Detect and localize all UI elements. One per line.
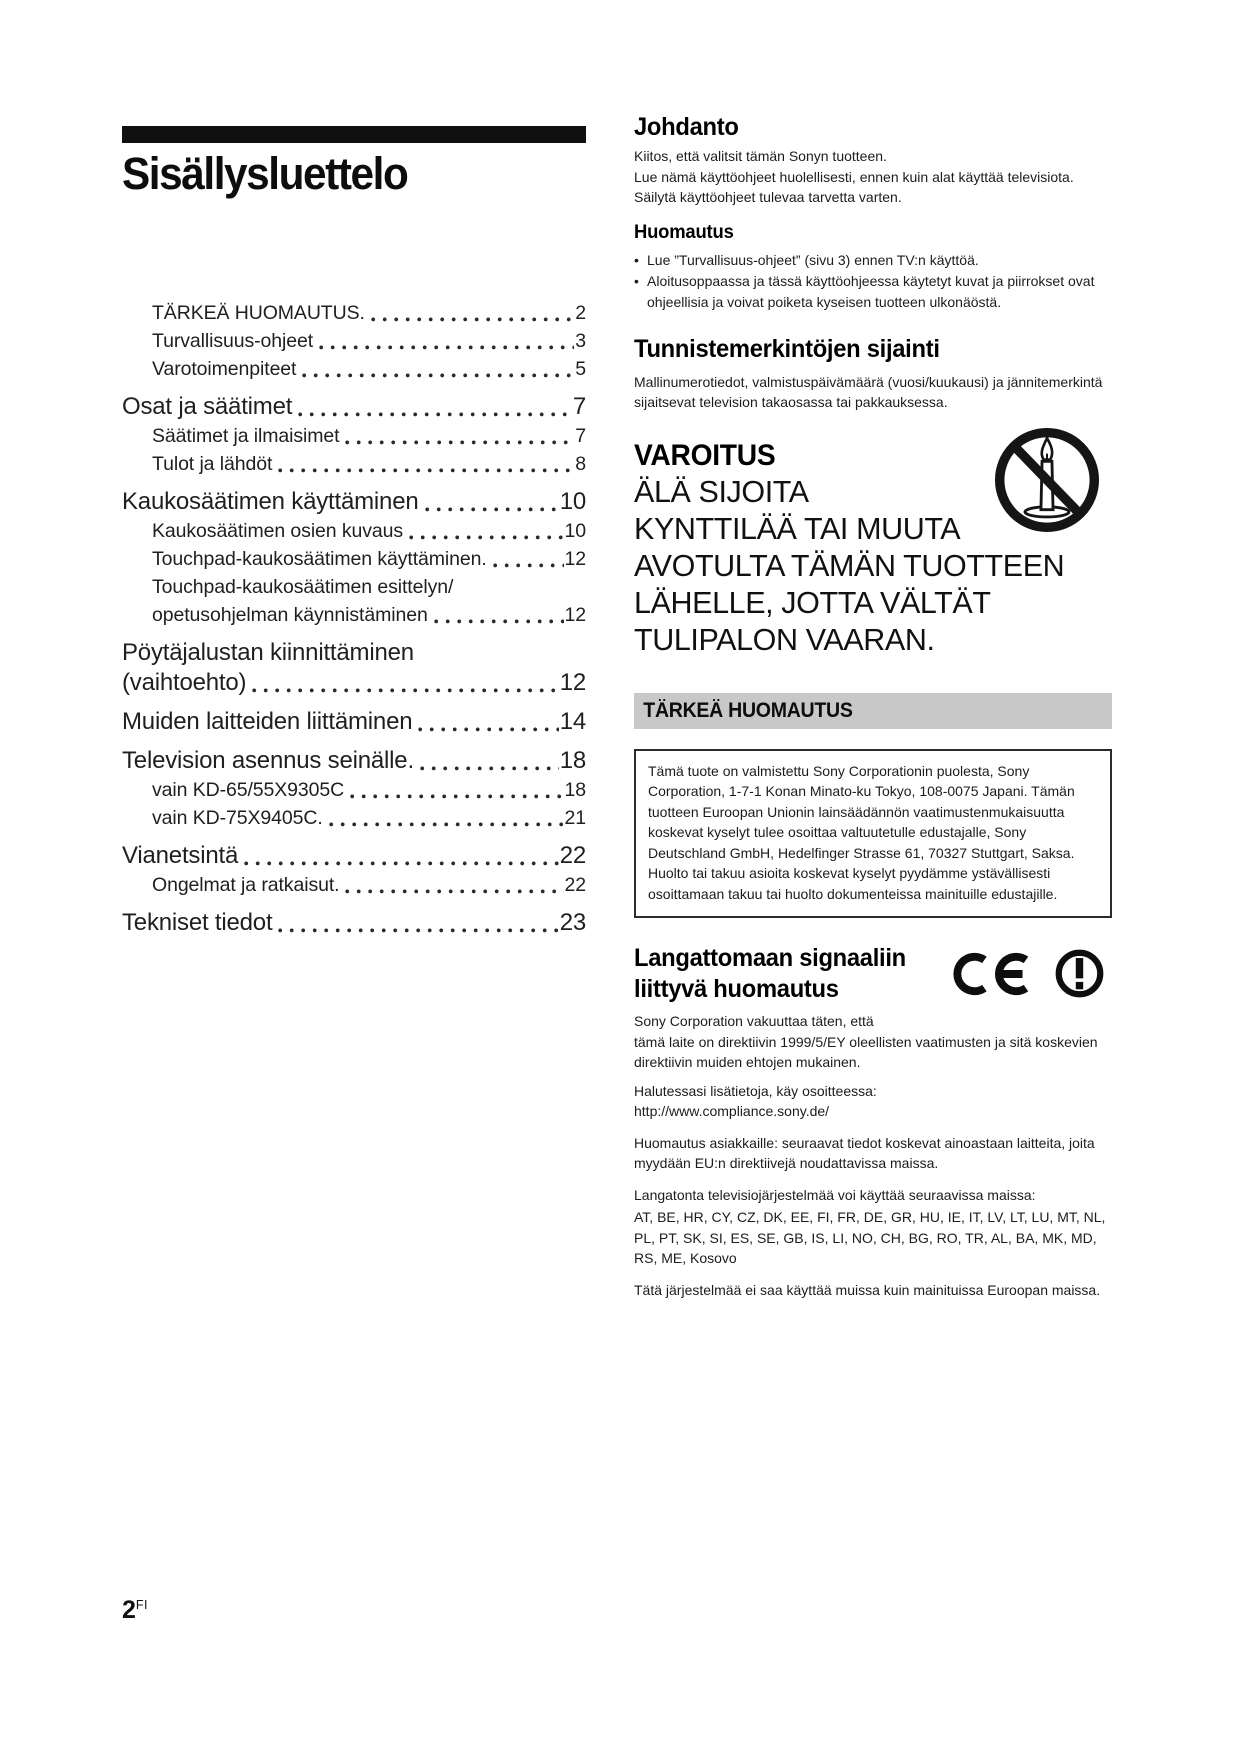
toc-entry xyxy=(152,327,586,355)
wireless-country-list: AT, BE, HR, CY, CZ, DK, EE, FI, FR, DE, GR, HU, IE, IT, LV, LT, LU, MT, NL, PL, PT, SK, SI, ES, SE, GB, IS, LI, NO, CH, BG, RO, TR, AL, BA, MK, MD, RS, ME, Kosovo xyxy=(634,1209,1106,1266)
toc-entry-label: opetusohjelman käynnistäminen xyxy=(152,604,428,626)
page-number-value: 2 xyxy=(122,1596,136,1624)
toc-entry-page: 12 xyxy=(564,548,586,570)
toc-dot-leader xyxy=(345,889,563,894)
toc-dot-leader xyxy=(302,373,574,378)
important-notice-box: Tämä tuote on valmistettu Sony Corporationin puolesta, Sony Corporation, 1-7-1 Konan Minato-ku Tokyo, 108-0075 Japani. Tämän tuotteen Euroopan Unionin lainsäädännön vaatimustenmukaisuutta koskevat kyselyt tulee osoittaa valtuutetulle edustajalle, Sony Deutschland GmbH, Hedelfinger Strasse 61, 70327 Stuttgart, Saksa. Huolto tai takuu asioita koskevat kyselyt pyydämme ystävällisesti osoittamaan takuu tai huolto dokumenteissa mainituille edustajille. xyxy=(634,749,1112,919)
warning-section xyxy=(634,437,1112,659)
wireless-more-info xyxy=(634,1081,1112,1122)
wireless-declaration-rest: tämä laite on direktiivin 1999/5/EY oleellisten vaatimusten ja sitä koskevien direktiivin muiden ehtojen mukainen. xyxy=(634,1033,1098,1070)
toc-entry-label: Kaukosäätimen osien kuvaus xyxy=(152,520,404,542)
important-notice-header: TÄRKEÄ HUOMAUTUS xyxy=(643,698,853,722)
toc-dot-leader xyxy=(278,468,574,473)
page-language-code: FI xyxy=(135,1598,149,1612)
toc-entry xyxy=(122,908,586,938)
toc-dot-leader xyxy=(425,507,559,512)
warning-title: VAROITUS xyxy=(634,438,776,472)
intro-section xyxy=(634,112,1112,313)
notice-bullet: • Aloitusoppaassa ja tässä käyttöohjeessa käytetyt kuvat ja piirrokset ovat ohjeellisia ja voivat poiketa kyseisen tuotteen ulkonäöstä. xyxy=(634,271,1112,313)
toc-entry xyxy=(152,545,586,573)
toc-dot-leader xyxy=(434,619,564,624)
toc-dot-leader xyxy=(278,928,558,933)
toc-entry xyxy=(152,299,586,327)
toc-entry-page: 10 xyxy=(559,488,586,515)
toc-dot-leader xyxy=(345,440,574,445)
wireless-restriction: Tätä järjestelmää ei saa käyttää muissa kuin mainituissa Euroopan maissa. xyxy=(634,1281,1101,1298)
toc-entry xyxy=(152,517,586,545)
toc-column xyxy=(122,126,586,938)
toc-entry-page: 12 xyxy=(559,669,586,696)
toc-entry-page: 7 xyxy=(575,425,586,447)
toc-dot-leader xyxy=(329,822,564,827)
toc-entry-label: Turvallisuus-ohjeet xyxy=(152,330,314,352)
toc-entry xyxy=(152,871,586,899)
toc-entry xyxy=(152,450,586,478)
toc-entry xyxy=(122,746,586,776)
toc-entry xyxy=(122,487,586,517)
wireless-countries-intro: Langatonta televisiojärjestelmää voi käyttää seuraavissa maissa: xyxy=(634,1186,1036,1203)
toc-entry-label: Touchpad-kaukosäätimen käyttäminen. xyxy=(152,548,487,570)
wireless-heading-line1: Langattomaan signaaliin xyxy=(634,944,906,972)
intro-heading: Johdanto xyxy=(634,113,739,141)
toc-entry xyxy=(152,804,586,832)
warning-line: TULIPALON VAARAN. xyxy=(634,622,935,657)
toc-entry xyxy=(152,573,586,629)
toc-entry-label: Varotoimenpiteet xyxy=(152,358,297,380)
wireless-notice-section xyxy=(634,943,1112,1300)
toc-entry xyxy=(122,392,586,422)
toc-dot-leader xyxy=(298,412,572,417)
toc-entry-page: 12 xyxy=(564,604,586,626)
toc-entry-label: Tulot ja lähdöt xyxy=(152,453,273,475)
toc-entry-page: 5 xyxy=(575,358,586,380)
toc-dot-leader xyxy=(371,317,574,322)
toc-entry-page: 18 xyxy=(559,747,586,774)
wireless-declaration-line1: Sony Corporation vakuuttaa täten, että xyxy=(634,1013,874,1029)
intro-body xyxy=(634,146,1112,208)
toc-entry-label-line1: Pöytäjalustan kiinnittäminen xyxy=(122,639,414,666)
toc-entry-page: 2 xyxy=(575,302,586,324)
toc-dot-leader xyxy=(350,794,563,799)
title-accent-bar xyxy=(122,126,586,143)
toc-entry-label: Säätimet ja ilmaisimet xyxy=(152,425,340,447)
warning-line: ÄLÄ SIJOITA xyxy=(634,474,809,509)
toc-entry-page: 8 xyxy=(575,453,586,475)
toc-entry xyxy=(152,776,586,804)
toc-dot-leader xyxy=(418,727,558,732)
intro-line2: Lue nämä käyttöohjeet huolellisesti, ennen kuin alat käyttää televisiota. Säilytä käyttöohjeet tulevaa tarvetta varten. xyxy=(634,168,1074,205)
warning-line: KYNTTILÄÄ TAI MUUTA xyxy=(634,511,961,546)
right-column xyxy=(634,112,1112,1300)
toc-entry-label: Muiden laitteiden liittäminen xyxy=(122,708,413,735)
wireless-customer-note: Huomautus asiakkaille: seuraavat tiedot koskevat ainoastaan laitteita, joita myydään EU:n direktiivejä noudattavissa maissa. xyxy=(634,1134,1095,1171)
toc-entry-page: 21 xyxy=(564,807,586,829)
id-location-body: Mallinumerotiedot, valmistuspäivämäärä (vuosi/kuukausi) ja jännitemerkintä sijaitsevat television takaosassa tai pakkauksessa. xyxy=(634,373,1103,410)
notice-bullet-list xyxy=(634,250,1112,313)
compliance-url: http://www.compliance.sony.de/ xyxy=(634,1103,830,1119)
toc-entry-label: vain KD-65/55X9305C xyxy=(152,779,345,801)
toc-entry xyxy=(152,422,586,450)
toc-entry-label: Vianetsintä xyxy=(122,842,239,869)
toc-entry-label: Tekniset tiedot xyxy=(122,909,273,936)
toc-entry-page: 3 xyxy=(575,330,586,352)
toc-entry-page: 18 xyxy=(564,779,586,801)
toc-entry xyxy=(122,841,586,871)
wireless-more-info-label: Halutessasi lisätietoja, käy osoitteessa: xyxy=(634,1082,877,1099)
toc-entry-page: 10 xyxy=(564,520,586,542)
toc-entry xyxy=(122,707,586,737)
toc-entry xyxy=(122,638,586,698)
toc-entry-page: 23 xyxy=(559,909,586,936)
toc-entry-label: Osat ja säätimet xyxy=(122,393,293,420)
wireless-heading-line2: liittyvä huomautus xyxy=(634,975,839,1003)
toc-dot-leader xyxy=(319,345,574,350)
toc-entry-label: Television asennus seinälle. xyxy=(122,747,414,774)
toc-entry-page: 22 xyxy=(564,874,586,896)
toc-entry xyxy=(152,355,586,383)
toc-dot-leader xyxy=(252,688,558,693)
toc-entry-label: Kaukosäätimen käyttäminen xyxy=(122,488,419,515)
toc-entry-page: 14 xyxy=(559,708,586,735)
warning-line: LÄHELLE, JOTTA VÄLTÄT xyxy=(634,585,991,620)
id-location-section xyxy=(634,334,1112,413)
toc-entry-label: vain KD-75X9405C. xyxy=(152,807,323,829)
toc-dot-leader xyxy=(420,766,559,771)
important-notice-header-bar xyxy=(634,693,1112,729)
toc-entry-label: Ongelmat ja ratkaisut. xyxy=(152,874,340,896)
notice-heading: Huomautus xyxy=(634,221,734,243)
toc-dot-leader xyxy=(244,861,559,866)
toc-entry-label: (vaihtoehto) xyxy=(122,669,247,696)
toc-entry-label-line1: Touchpad-kaukosäätimen esittelyn/ xyxy=(152,576,454,598)
toc-dot-leader xyxy=(493,563,564,568)
warning-line: AVOTULTA TÄMÄN TUOTTEEN xyxy=(634,548,1065,583)
id-location-heading: Tunnistemerkintöjen sijainti xyxy=(634,334,940,363)
notice-bullet: • Lue ”Turvallisuus-ohjeet” (sivu 3) ennen TV:n käyttöä. xyxy=(634,250,1112,271)
toc-list xyxy=(122,299,586,938)
toc-entry-page: 22 xyxy=(559,842,586,869)
wireless-declaration xyxy=(634,1011,1112,1073)
page-number xyxy=(122,1596,148,1625)
page-title: Sisällysluettelo xyxy=(122,148,408,199)
intro-line1: Kiitos, että valitsit tämän Sonyn tuotteen. xyxy=(634,148,887,164)
toc-entry-label: TÄRKEÄ HUOMAUTUS. xyxy=(152,302,365,324)
toc-entry-page: 7 xyxy=(572,393,586,420)
toc-dot-leader xyxy=(409,535,563,540)
